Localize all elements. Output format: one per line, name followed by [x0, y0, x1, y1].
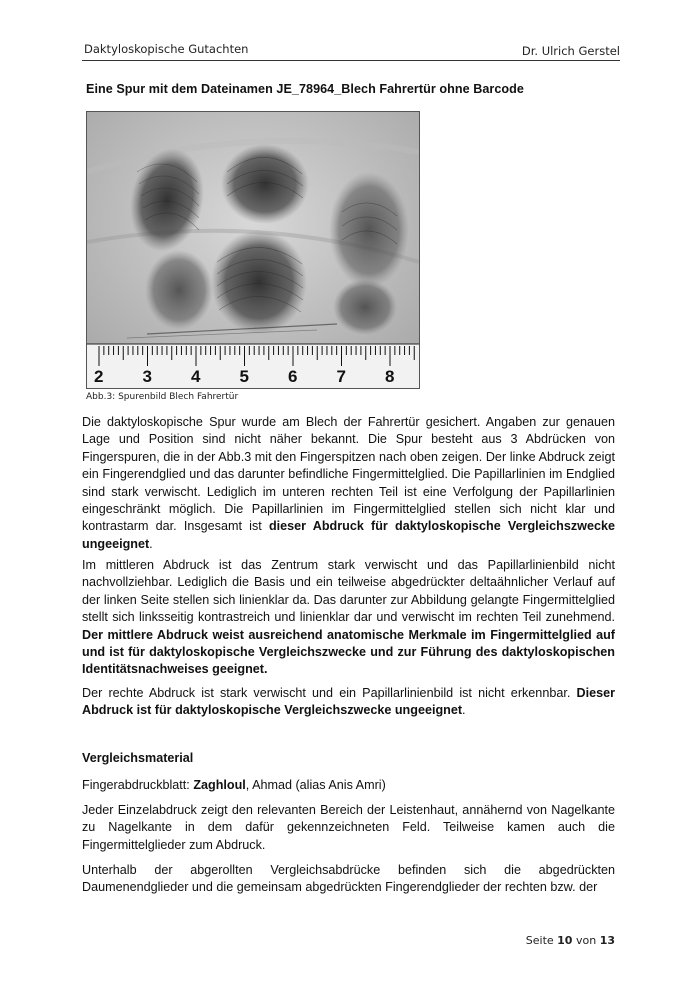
trace-title: Eine Spur mit dem Dateinamen JE_78964_Blech Fahrertür ohne Barcode [86, 82, 524, 96]
paragraph-middle-print [82, 557, 615, 679]
paragraph-right-print [82, 685, 615, 720]
p1-text: Die daktyloskopische Spur wurde am Blech der Fahrertür gesichert. Angaben zur genauen Lage und Position sind nicht näher bekannt. Die Spur besteht aus 3 Abdrücken von Fingerspuren, die in der Abb.3 mit den Fingerspitzen nach oben zeigen. Der linke Abdruck zeigt ein Fingerendglied und das darunter befindliche Fingermittelglied. Die Papillarlinien im Endglied sind stark verwischt. Lediglich im unteren rechten Teil ist eine Verfolgung der Papillarlinien eingeschränkt möglich. Die Papillarlinien im Fingermittelglied stellen sich nicht klar und kontrastarm dar. Insgesamt ist [82, 415, 615, 534]
paragraph-comparison-1: Jeder Einzelabdruck zeigt den relevanten Bereich der Leistenhaut, annähernd von Nagelkante zu Nagelkante in dem dafür gekennzeichneten Feld. Teilweise kamen auch die Fingermittelglieder zum Abdruck. [82, 803, 615, 852]
p2-conclusion: Der mittlere Abdruck weist ausreichend anatomische Merkmale im Fingermittelglied auf und ist für daktyloskopische Vergleichszwecke und zur Führung des daktyloskopischen Identitätsnachweises geeignet. [82, 627, 615, 677]
p3-text: Der rechte Abdruck ist stark verwischt und ein Papillarlinienbild ist nicht erkennbar. [82, 686, 577, 700]
paragraph-comparison-2: Unterhalb der abgerollten Vergleichsabdrücke befinden sich die abgedrückten Daumenendglieder und die gemeinsam abgedrückten Fingerendglieder der rechten bzw. der [82, 863, 615, 895]
subject-rest: , Ahmad (alias Anis Amri) [245, 778, 386, 792]
section-heading: Vergleichsmaterial [82, 751, 194, 765]
p2-text: Im mittleren Abdruck ist das Zentrum stark verwischt und das Papillarlinienbild nicht nachvollziehbar. Lediglich die Basis und ein teilweise abgedrückter deltaähnlicher Verlauf auf der linken Seite stellen sich linienklar da. Das darunter zur Abbildung gelangte Fingermittelglied stellt sich linksseitig kontrastreich und linienklar dar und verwischt im rechten Teil zunehmend. [82, 558, 615, 625]
page-header [82, 38, 620, 61]
subject-surname: Zaghloul [193, 778, 246, 792]
p1-conclusion: dieser Abdruck für daktyloskopische Vergleichszwecke ungeeignet [82, 519, 615, 551]
fingerprint-sheet-line [82, 778, 386, 792]
p3-conclusion: Dieser Abdruck ist für daktyloskopische Vergleichszwecke ungeeignet [82, 686, 615, 718]
ruler-label: 2 [94, 367, 104, 386]
page-number [526, 934, 615, 947]
page-middle: von [572, 934, 600, 947]
sheet-label: Fingerabdruckblatt: [82, 778, 194, 792]
p1-end: . [149, 536, 153, 551]
figure-caption: Abb.3: Spurenbild Blech Fahrertür [86, 392, 239, 402]
ruler-label: 6 [288, 367, 298, 386]
ruler-label: 7 [336, 367, 346, 386]
fingerprint-photo [87, 112, 419, 388]
header-document-title: Daktyloskopische Gutachten [84, 42, 249, 56]
paragraph-left-print [82, 414, 615, 553]
total-pages: 13 [599, 934, 615, 947]
header-author: Dr. Ulrich Gerstel [521, 44, 620, 58]
page-prefix: Seite [525, 934, 558, 947]
ruler-label: 4 [191, 367, 201, 386]
ruler-label: 5 [239, 367, 249, 386]
fingerprint-trace-image [86, 111, 420, 389]
current-page: 10 [557, 934, 573, 947]
p3-end: . [462, 703, 466, 718]
ruler-label: 3 [142, 367, 152, 386]
ruler-label: 8 [385, 367, 395, 386]
